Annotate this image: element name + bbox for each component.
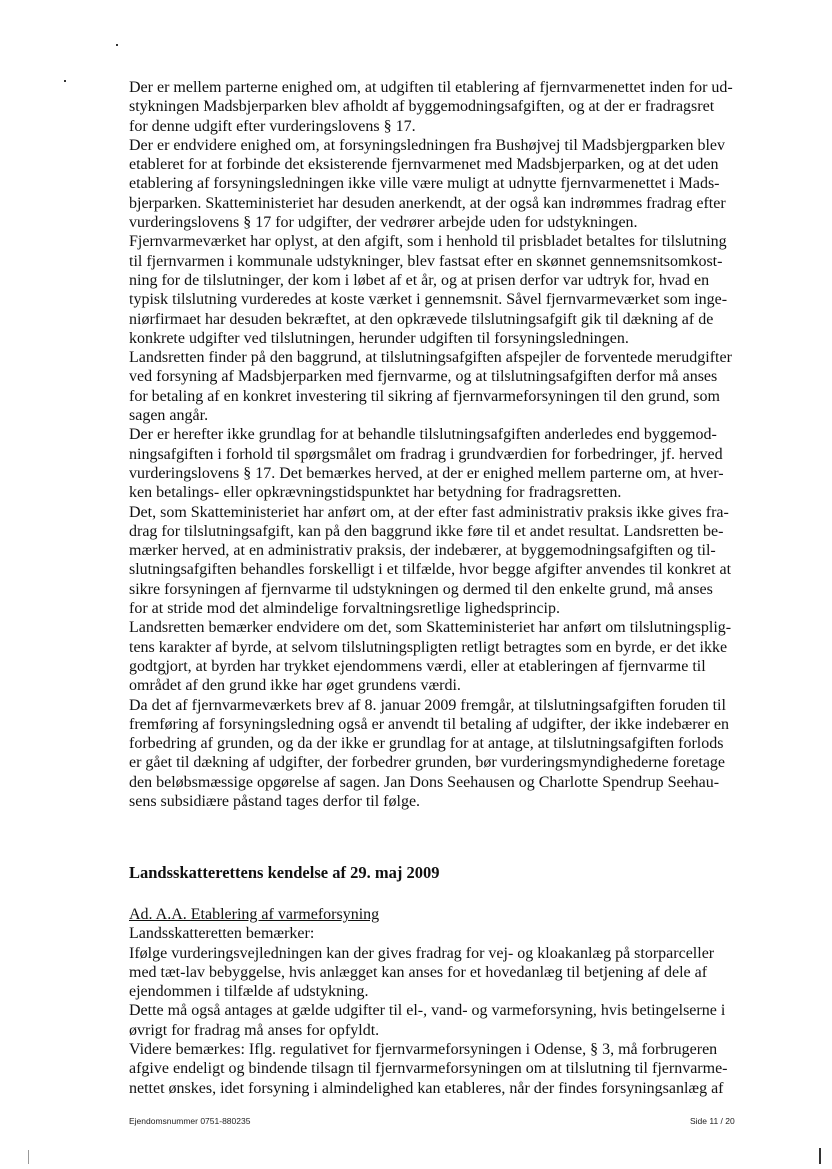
section-body — [129, 905, 761, 1098]
text-line: typisk tilslutning vurderedes at koste værket i gennemsnit. Såvel fjernvarmeværket som inge- — [129, 291, 728, 309]
text-line: for denne udgift efter vurderingslovens § 17. — [129, 117, 416, 135]
text-line: for betaling af en konkret investering til sikring af fjernvarmeforsyningen til den grund, som — [129, 387, 720, 405]
text-line: Videre bemærkes: Iflg. regulativet for fjernvarmeforsyningen i Odense, § 3, må forbrugeren — [129, 1041, 718, 1059]
text-line: øvrigt for fradrag må anses for opfyldt. — [129, 1021, 380, 1039]
text-line: etablering af forsyningsledningen ikke ville være muligt at udnytte fjernvarmenettet i Mads- — [129, 175, 720, 193]
scan-edge-mark — [28, 1150, 29, 1164]
text-line: sagen angår. — [129, 407, 209, 425]
text-line: fremføring af forsyningsledning også er anvendt til betaling af udgifter, der ikke indebærer en — [129, 715, 730, 733]
text-line: niørfirmaet har desuden bekræftet, at den opkrævede tilslutningsafgift gik til dækning af de — [129, 310, 714, 328]
text-line: ejendommen i tilfælde af udstykning. — [129, 983, 369, 1001]
text-line: ken betalings- eller opkrævningstidspunktet har betydning for fradragsretten. — [129, 484, 622, 502]
footer-page-number: Side 11 / 20 — [690, 1116, 735, 1126]
text-line: konkrete udgifter ved tilslutningen, herunder udgiften til forsyningsledningen. — [129, 329, 629, 347]
text-line: Landsskatteretten bemærker: — [129, 925, 315, 943]
text-line: med tæt-lav bebyggelse, hvis anlægget kan anses for et hovedanlæg til betjening af dele af — [129, 963, 708, 981]
text-line: tens karakter af byrde, at selvom tilslutningspligten retligt betragtes som en byrde, er det ikke — [129, 638, 728, 656]
text-line: Dette må også antages at gælde udgifter til el-, vand- og varmeforsyning, hvis betingelserne i — [129, 1002, 726, 1020]
text-line: den beløbsmæssige opgørelse af sagen. Jan Dons Seehausen og Charlotte Spendrup Seehau- — [129, 773, 720, 791]
text-line: ningsafgiften i forhold til spørgsmålet om fradrag i grundværdien for forbedringer, jf. herved — [129, 445, 723, 463]
text-line: ved forsyning af Madsbjerparken med fjernvarme, og at tilslutningsafgiften derfor må anses — [129, 368, 718, 386]
text-line: Der er endvidere enighed om, at forsyningsledningen fra Bushøjvej til Madsbjergparken blev — [129, 136, 725, 154]
text-line: stykningen Madsbjerparken blev afholdt af byggemodningsafgiften, og at der er fradragsret — [129, 98, 715, 116]
text-line: vurderingslovens § 17. Det bemærkes herved, at der er enighed mellem parterne om, at hver- — [129, 464, 724, 482]
section-heading: Landsskatterettens kendelse af 29. maj 2009 — [129, 863, 440, 882]
text-line: bjerparken. Skatteministeriet har desuden anerkendt, at der også kan indrømmes fradrag efter — [129, 194, 726, 212]
text-line: Der er mellem parterne enighed om, at udgiften til etablering af fjernvarmenettet inden for ud- — [129, 79, 733, 96]
text-line: Fjernvarmeværket har oplyst, at den afgift, som i henhold til prisbladet betaltes for tilslutning — [129, 233, 727, 251]
scan-edge-mark — [819, 1148, 821, 1164]
scan-speck — [116, 44, 118, 46]
text-line: nettet ønskes, idet forsyning i almindelighed kan etableres, når der findes forsyningsanlæg af — [129, 1079, 724, 1097]
judgment-body-text — [129, 78, 761, 811]
text-line: Da det af fjernvarmeværkets brev af 8. januar 2009 fremgår, at tilslutningsafgiften foruden til — [129, 696, 726, 714]
text-line: sens subsidiære påstand tages derfor til følge. — [129, 792, 421, 810]
text-line: til fjernvarmen i kommunale udstykninger, blev fastsat efter en skønnet gennemsnitsomkost- — [129, 252, 723, 270]
section-title: Ad. A.A. Etablering af varmeforsyning — [129, 906, 380, 923]
text-line: Det, som Skatteministeriet har anført om, at der efter fast administrativ praksis ikke gives fra- — [129, 503, 729, 521]
text-line: ning for de tilslutninger, der kom i løbet af et år, og at prisen derfor var udtryk for, hvad en — [129, 271, 710, 289]
text-line: for at stride mod det almindelige forvaltningsretlige lighedsprincip. — [129, 600, 560, 618]
text-line: vurderingslovens § 17 for udgifter, der vedrører arbejde uden for udstykningen. — [129, 214, 638, 232]
text-line: forbedring af grunden, og da der ikke er grundlag for at antage, at tilslutningsafgiften forlods — [129, 735, 724, 753]
text-line: afgive endeligt og bindende tilsagn til fjernvarmeforsyningen om at tilslutning til fjernvarme- — [129, 1060, 728, 1078]
text-line: Der er herefter ikke grundlag for at behandle tilslutningsafgiften anderledes end byggemod- — [129, 426, 717, 444]
text-line: Landsretten bemærker endvidere om det, som Skatteministeriet har anført om tilslutningsplig- — [129, 619, 732, 637]
text-line: Ifølge vurderingsvejledningen kan der gives fradrag for vej- og kloakanlæg på storparceller — [129, 944, 715, 962]
text-line: er gået til dækning af udgifter, der forbedrer grunden, bør vurderingsmyndighederne foretage — [129, 754, 726, 772]
text-line: godtgjort, at byrden har trykket ejendommens værdi, eller at etableringen af fjernvarme til — [129, 657, 706, 675]
text-line: slutningsafgiften behandles forskelligt i et tilfælde, hvor begge afgifter anvendes til konkret at — [129, 561, 732, 579]
text-line: etableret for at forbinde det eksisterende fjernvarmenet med Madsbjerparken, og at det uden — [129, 156, 719, 174]
text-line: Landsretten finder på den baggrund, at tilslutningsafgiften afspejler de forventede merudgifter — [129, 349, 732, 367]
text-line: området af den grund ikke har øget grundens værdi. — [129, 677, 461, 695]
scan-speck — [64, 80, 66, 82]
footer-property-number: Ejendomsnummer 0751-880235 — [129, 1116, 251, 1126]
text-line: sikre forsyningen af fjernvarme til udstykningen og dermed til den enkelte grund, må anses — [129, 580, 713, 598]
text-line: drag for tilslutningsafgift, kan på den baggrund ikke føre til et andet resultat. Landsretten be- — [129, 522, 724, 540]
text-line: mærker herved, at en administrativ praksis, der indebærer, at byggemodningsafgiften og til- — [129, 542, 716, 560]
